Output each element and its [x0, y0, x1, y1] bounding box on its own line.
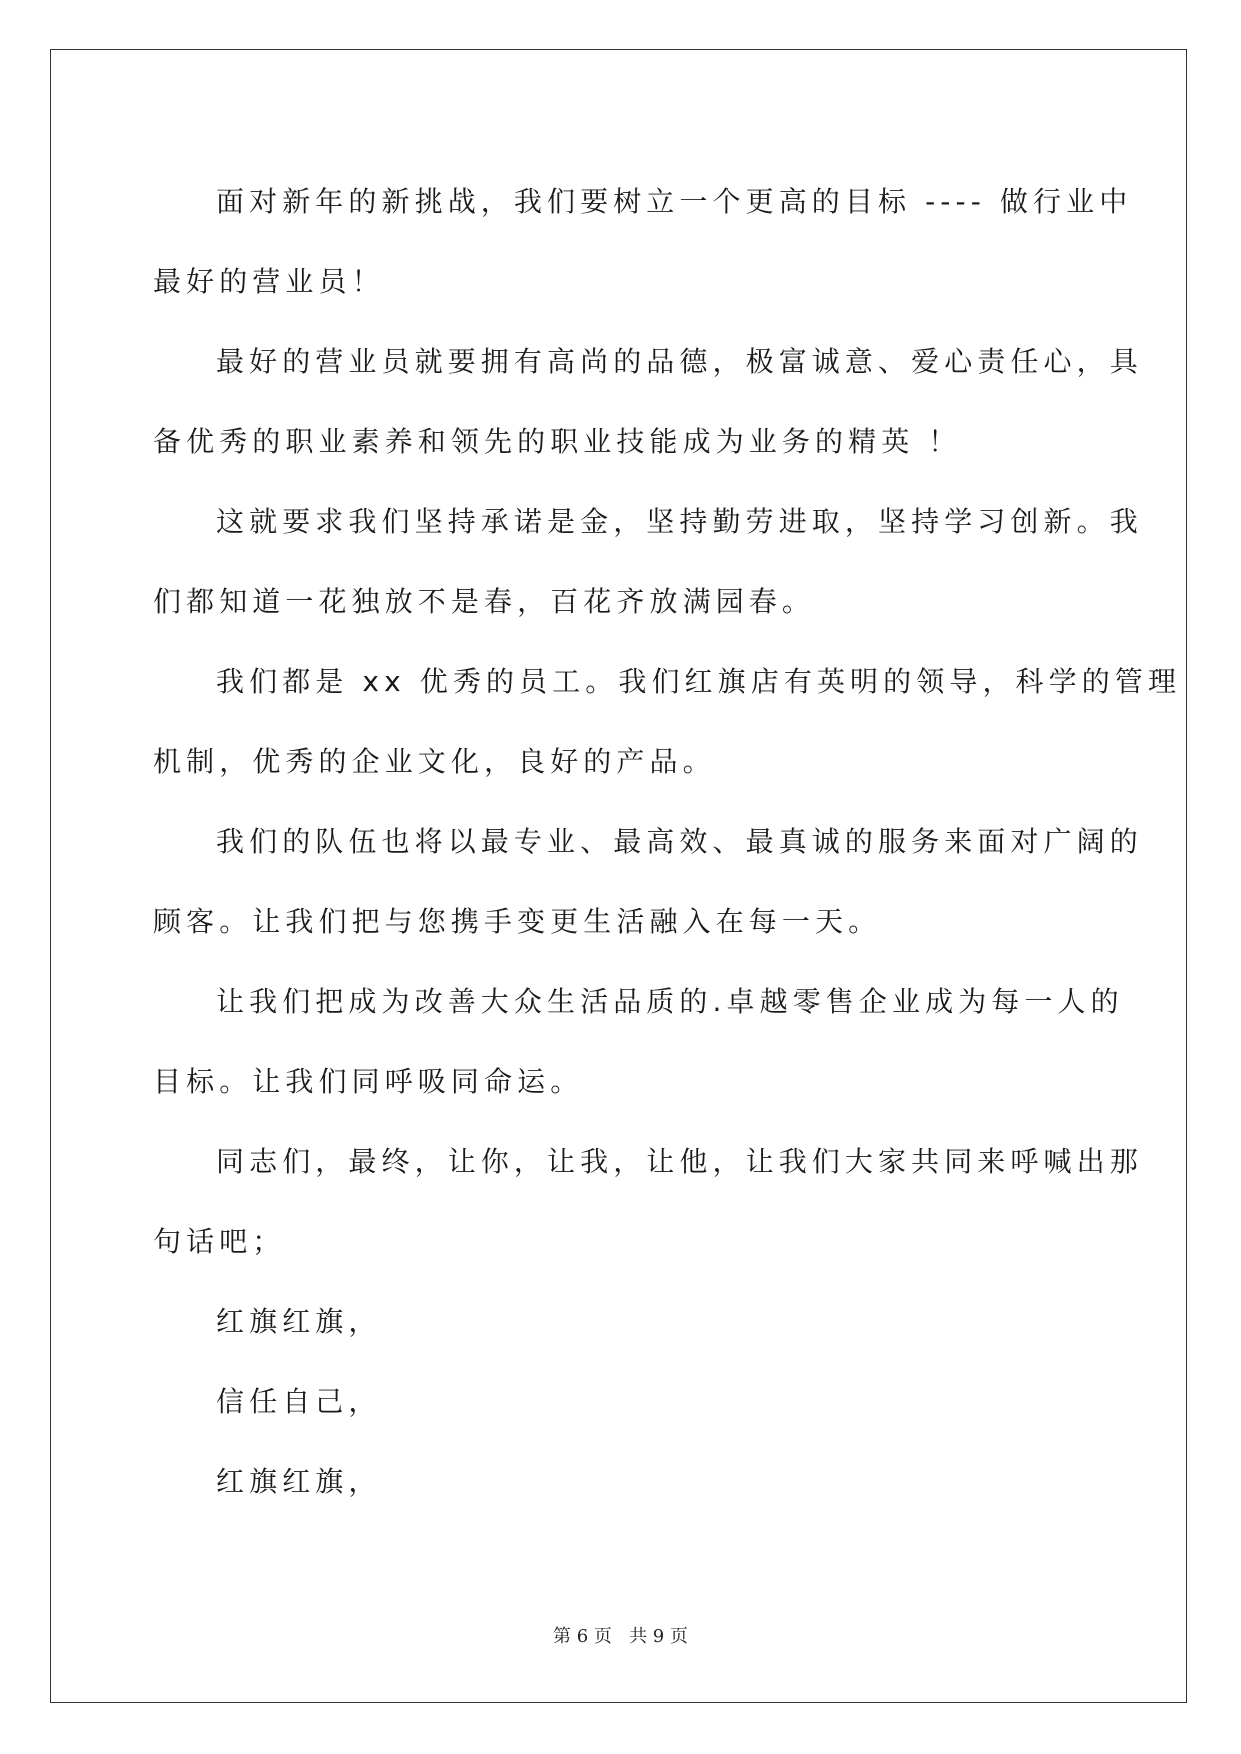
paragraph-line: 我们的队伍也将以最专业、最高效、最真诚的服务来面对广阔的 — [216, 825, 1143, 858]
paragraph-line: 同志们，最终，让你，让我，让他，让我们大家共同来呼喊出那 — [216, 1145, 1143, 1178]
paragraph-line: 句话吧； — [153, 1225, 286, 1258]
page-number-footer: 第 6 页 共 9 页 — [553, 1626, 688, 1647]
paragraph-line: 目标。让我们同呼吸同命运。 — [153, 1065, 584, 1098]
paragraph-line: 最好的营业员就要拥有高尚的品德，极富诚意、爱心责任心，具 — [216, 345, 1143, 378]
slogan-line: 红旗红旗， — [216, 1465, 382, 1498]
document-body — [153, 162, 1182, 1522]
paragraph-line: 最好的营业员！ — [153, 265, 385, 298]
slogan-line: 信任自己， — [216, 1385, 382, 1418]
paragraph-line: 面对新年的新挑战，我们要树立一个更高的目标 ---- 做行业中 — [216, 185, 1133, 218]
paragraph-line: 这就要求我们坚持承诺是金，坚持勤劳进取，坚持学习创新。我 — [216, 505, 1143, 538]
paragraph-line: 们都知道一花独放不是春，百花齐放满园春。 — [153, 585, 816, 618]
paragraph-line: 备优秀的职业素养和领先的职业技能成为业务的精英 ！ — [153, 425, 962, 458]
paragraph-line: 让我们把成为改善大众生活品质的.卓越零售企业成为每一人的 — [216, 985, 1124, 1018]
paragraph-line: 顾客。让我们把与您携手变更生活融入在每一天。 — [153, 905, 882, 938]
paragraph-line: 我们都是 xx 优秀的员工。我们红旗店有英明的领导，科学的管理 — [216, 665, 1182, 698]
paragraph-line: 机制，优秀的企业文化，良好的产品。 — [153, 745, 716, 778]
slogan-line: 红旗红旗， — [216, 1305, 382, 1338]
